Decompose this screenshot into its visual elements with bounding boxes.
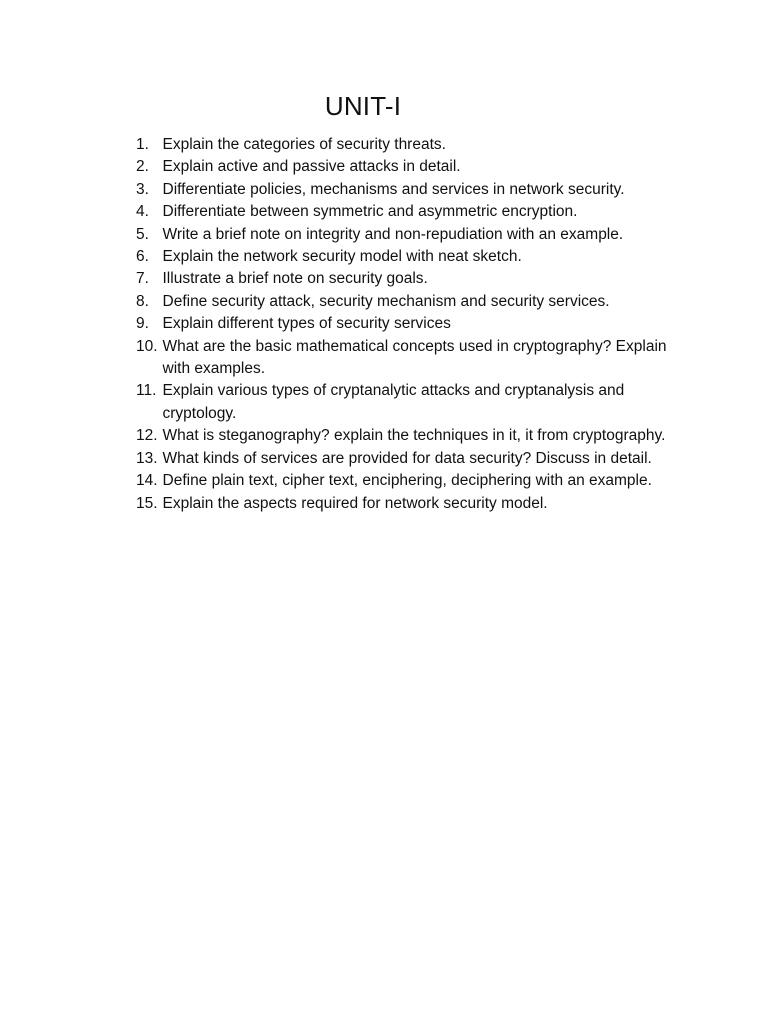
question-item-7 [136,268,696,290]
question-text: Define plain text, cipher text, enciphering, deciphering with an example. [162,472,652,490]
question-text: Explain different types of security services [162,315,451,333]
question-number: 2. [136,158,149,176]
question-item-8 [136,291,696,313]
question-number: 12. [136,427,158,445]
question-item-13 [136,448,696,470]
question-item-15 [136,493,696,515]
question-text: Explain active and passive attacks in detail. [162,158,461,176]
question-text: What kinds of services are provided for data security? Discuss in detail. [162,449,652,467]
question-number: 11. [136,382,157,400]
question-number: 8. [136,292,149,310]
question-item-4 [136,201,696,223]
question-number: 3. [136,180,149,198]
question-number: 13. [136,449,158,467]
question-number: 4. [136,203,149,221]
question-number: 5. [136,225,149,243]
question-text: Explain the network security model with neat sketch. [162,248,522,266]
question-item-3 [136,179,696,201]
page-title: UNIT-I [324,91,402,121]
question-number: 14. [136,472,158,490]
question-number: 1. [136,136,149,153]
question-item-2 [136,156,696,178]
question-number: 6. [136,248,149,266]
question-text: Explain various types of cryptanalytic attacks and cryptanalysis and cryptology. [162,382,625,422]
question-item-10 [136,336,696,381]
question-item-6 [136,246,696,268]
question-list [136,134,696,515]
question-text: Differentiate between symmetric and asymmetric encryption. [162,203,578,221]
question-item-11 [136,380,696,425]
question-number: 7. [136,270,149,288]
question-item-14 [136,470,696,492]
question-text: Explain the aspects required for network security model. [162,494,548,512]
question-item-9 [136,313,696,335]
question-text: What is steganography? explain the techniques in it, it from cryptography. [162,427,666,445]
question-text: Explain the categories of security threats. [162,136,446,153]
question-text: Differentiate policies, mechanisms and services in network security. [162,180,625,198]
question-item-12 [136,425,696,447]
question-number: 10. [136,337,158,355]
question-text: What are the basic mathematical concepts used in cryptography? Explain with examples. [162,337,667,378]
question-text: Define security attack, security mechanism and security services. [162,292,610,310]
question-item-5 [136,224,696,246]
question-text: Write a brief note on integrity and non-repudiation with an example. [162,225,624,243]
question-number: 9. [136,315,149,333]
question-text: Illustrate a brief note on security goals. [162,270,428,288]
question-number: 15. [136,494,158,512]
question-item-1 [136,134,696,156]
